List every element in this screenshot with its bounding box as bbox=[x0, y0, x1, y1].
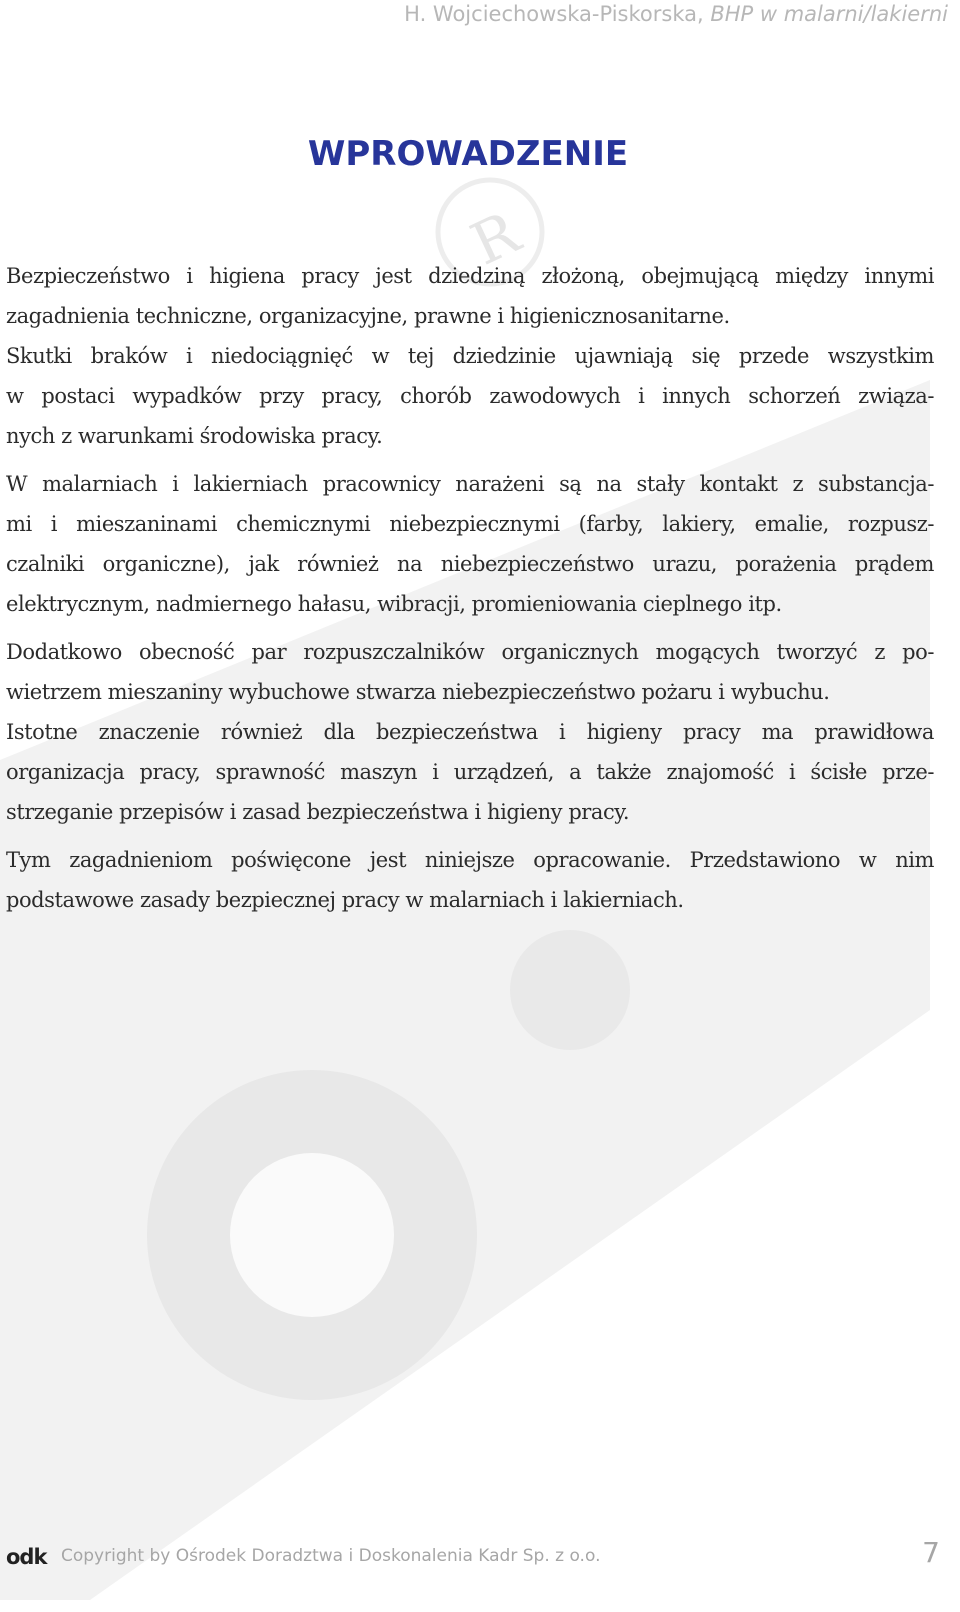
page-footer bbox=[6, 1535, 940, 1575]
paragraph-3 bbox=[6, 632, 934, 832]
text-line: Tym zagadnieniom poświęcone jest niniejsze opracowanie. Przedstawiono w nim bbox=[6, 848, 934, 872]
paragraph-2 bbox=[6, 464, 934, 624]
text-line: W malarniach i lakierniach pracownicy narażeni są na stały kontakt z substancja- bbox=[6, 472, 934, 496]
watermark-letter: R bbox=[460, 198, 530, 279]
paragraph-1 bbox=[6, 256, 934, 456]
body-text bbox=[6, 256, 934, 928]
paragraph-4 bbox=[6, 840, 934, 920]
text-line: zagadnienia techniczne, organizacyjne, prawne i higienicznosanitarne. bbox=[6, 304, 730, 328]
copyright-text: Copyright by Ośrodek Doradztwa i Doskonalenia Kadr Sp. z o.o. bbox=[61, 1546, 601, 1566]
running-header bbox=[404, 0, 948, 28]
text-line: podstawowe zasady bezpiecznej pracy w malarniach i lakierniach. bbox=[6, 888, 684, 912]
text-line: Bezpieczeństwo i higiena pracy jest dziedziną złożoną, obejmującą między innymi bbox=[6, 264, 934, 288]
odk-logo-text: odk bbox=[6, 1545, 47, 1569]
text-line: Istotne znaczenie również dla bezpieczeństwa i higieny pracy ma prawidłowa bbox=[6, 720, 934, 744]
odk-logo bbox=[6, 1543, 54, 1569]
text-line: strzeganie przepisów i zasad bezpieczeństwa i higieny pracy. bbox=[6, 800, 630, 824]
page-title: WPROWADZENIE bbox=[307, 134, 629, 174]
text-line: mi i mieszaninami chemicznymi niebezpiecznymi (farby, lakiery, emalie, rozpusz- bbox=[6, 512, 934, 536]
text-line: wietrzem mieszaniny wybuchowe stwarza niebezpieczeństwo pożaru i wybuchu. bbox=[6, 680, 830, 704]
watermark-circle-inner bbox=[230, 1153, 394, 1317]
text-line: w postaci wypadków przy pracy, chorób zawodowych i innych schorzeń związa- bbox=[6, 384, 934, 408]
header-book-title: BHP w malarni/lakierni bbox=[710, 2, 948, 26]
text-line: Dodatkowo obecność par rozpuszczalników organicznych mogących tworzyć z po- bbox=[6, 640, 934, 664]
text-line: elektrycznym, nadmiernego hałasu, wibracji, promieniowania cieplnego itp. bbox=[6, 592, 782, 616]
header-author: H. Wojciechowska-Piskorska, bbox=[404, 2, 711, 26]
text-line: nych z warunkami środowiska pracy. bbox=[6, 424, 383, 448]
text-line: organizacja pracy, sprawność maszyn i urządzeń, a także znajomość i ścisłe prze- bbox=[6, 760, 934, 784]
watermark-dot bbox=[510, 930, 630, 1050]
page-number: 7 bbox=[922, 1536, 940, 1569]
text-line: Skutki braków i niedociągnięć w tej dziedzinie ujawniają się przede wszystkim bbox=[6, 344, 934, 368]
text-line: czalniki organiczne), jak również na niebezpieczeństwo urazu, porażenia prądem bbox=[6, 552, 934, 576]
